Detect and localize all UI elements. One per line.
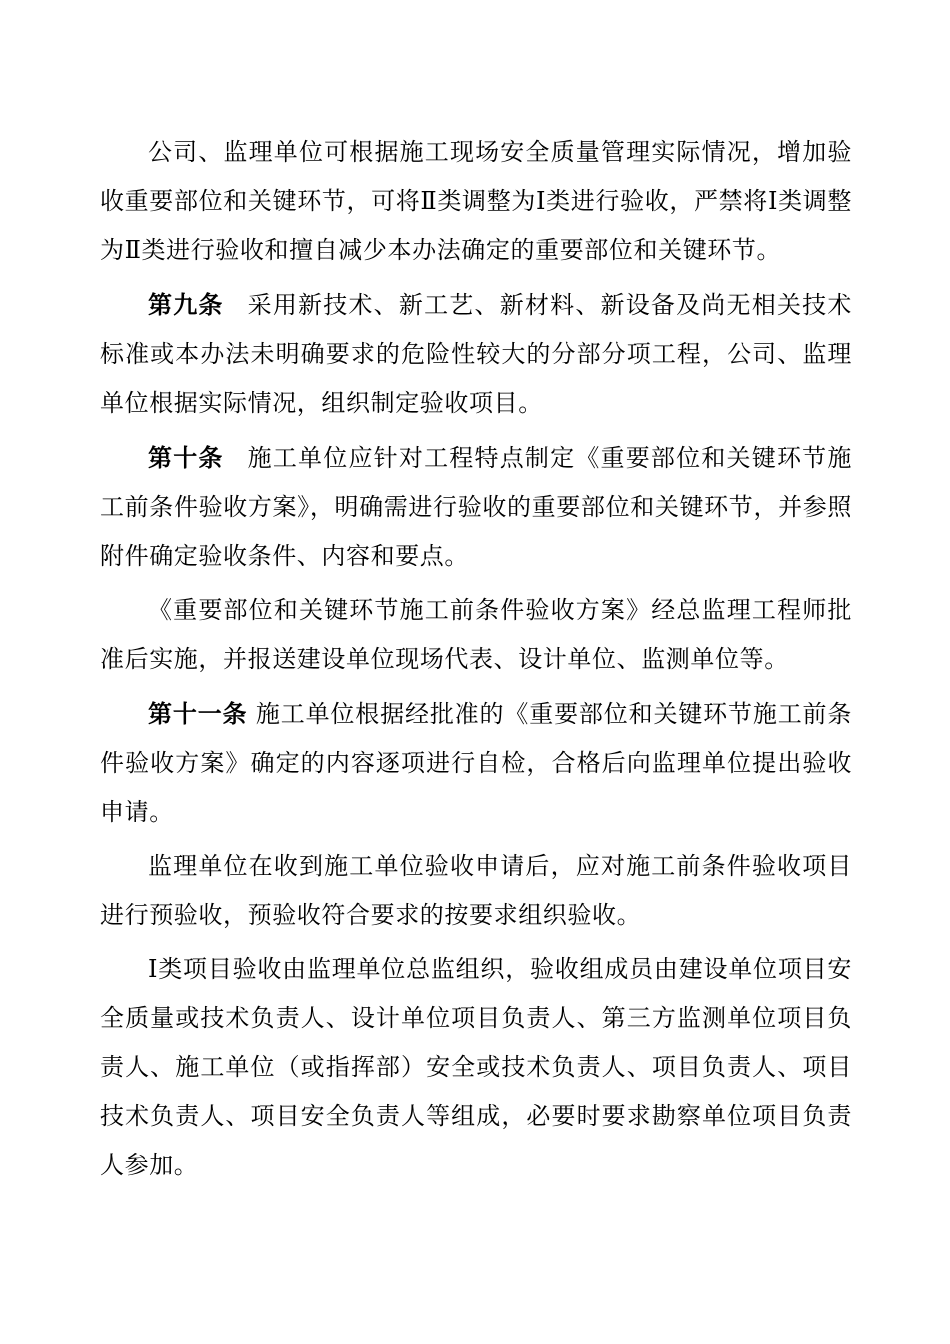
article-heading: 第十条 <box>148 443 224 472</box>
paragraph-6 <box>100 842 852 940</box>
paragraph-text: 施工单位应针对工程特点制定《重要部位和关键环节施工前条件验收方案》，明确需进行验收的重要部位和关键环节，并参照附件确定验收条件、内容和要点。 <box>100 444 852 570</box>
paragraph-text: 采用新技术、新工艺、新材料、新设备及尚无相关技术标准或本办法未明确要求的危险性较大的分部分项工程，公司、监理单位根据实际情况，组织制定验收项目。 <box>100 291 852 417</box>
article-10 <box>100 433 852 581</box>
paragraph-text: 《重要部位和关键环节施工前条件验收方案》经总监理工程师批准后实施，并报送建设单位现场代表、设计单位、监测单位等。 <box>100 596 852 673</box>
article-11 <box>100 689 852 837</box>
paragraph-7 <box>100 945 852 1190</box>
paragraph-text: 公司、监理单位可根据施工现场安全质量管理实际情况，增加验收重要部位和关键环节，可将Ⅱ类调整为Ⅰ类进行验收，严禁将Ⅰ类调整为Ⅱ类进行验收和擅自减少本办法确定的重要部位和关键环节。 <box>100 138 852 264</box>
document-page <box>100 128 852 1195</box>
paragraph-text: 监理单位在收到施工单位验收申请后，应对施工前条件验收项目进行预验收，预验收符合要求的按要求组织验收。 <box>100 852 852 929</box>
article-9 <box>100 280 852 428</box>
article-heading: 第十一条 <box>148 699 248 728</box>
paragraph-text: Ⅰ类项目验收由监理单位总监组织，验收组成员由建设单位项目安全质量或技术负责人、设计单位项目负责人、第三方监测单位项目负责人、施工单位（或指挥部）安全或技术负责人、项目负责人、项目技术负责人、项目安全负责人等组成，必要时要求勘察单位项目负责人参加。 <box>100 955 852 1179</box>
paragraph-1 <box>100 128 852 275</box>
article-heading: 第九条 <box>148 290 224 319</box>
paragraph-4 <box>100 586 852 684</box>
paragraph-text: 施工单位根据经批准的《重要部位和关键环节施工前条件验收方案》确定的内容逐项进行自检，合格后向监理单位提出验收申请。 <box>100 700 853 826</box>
